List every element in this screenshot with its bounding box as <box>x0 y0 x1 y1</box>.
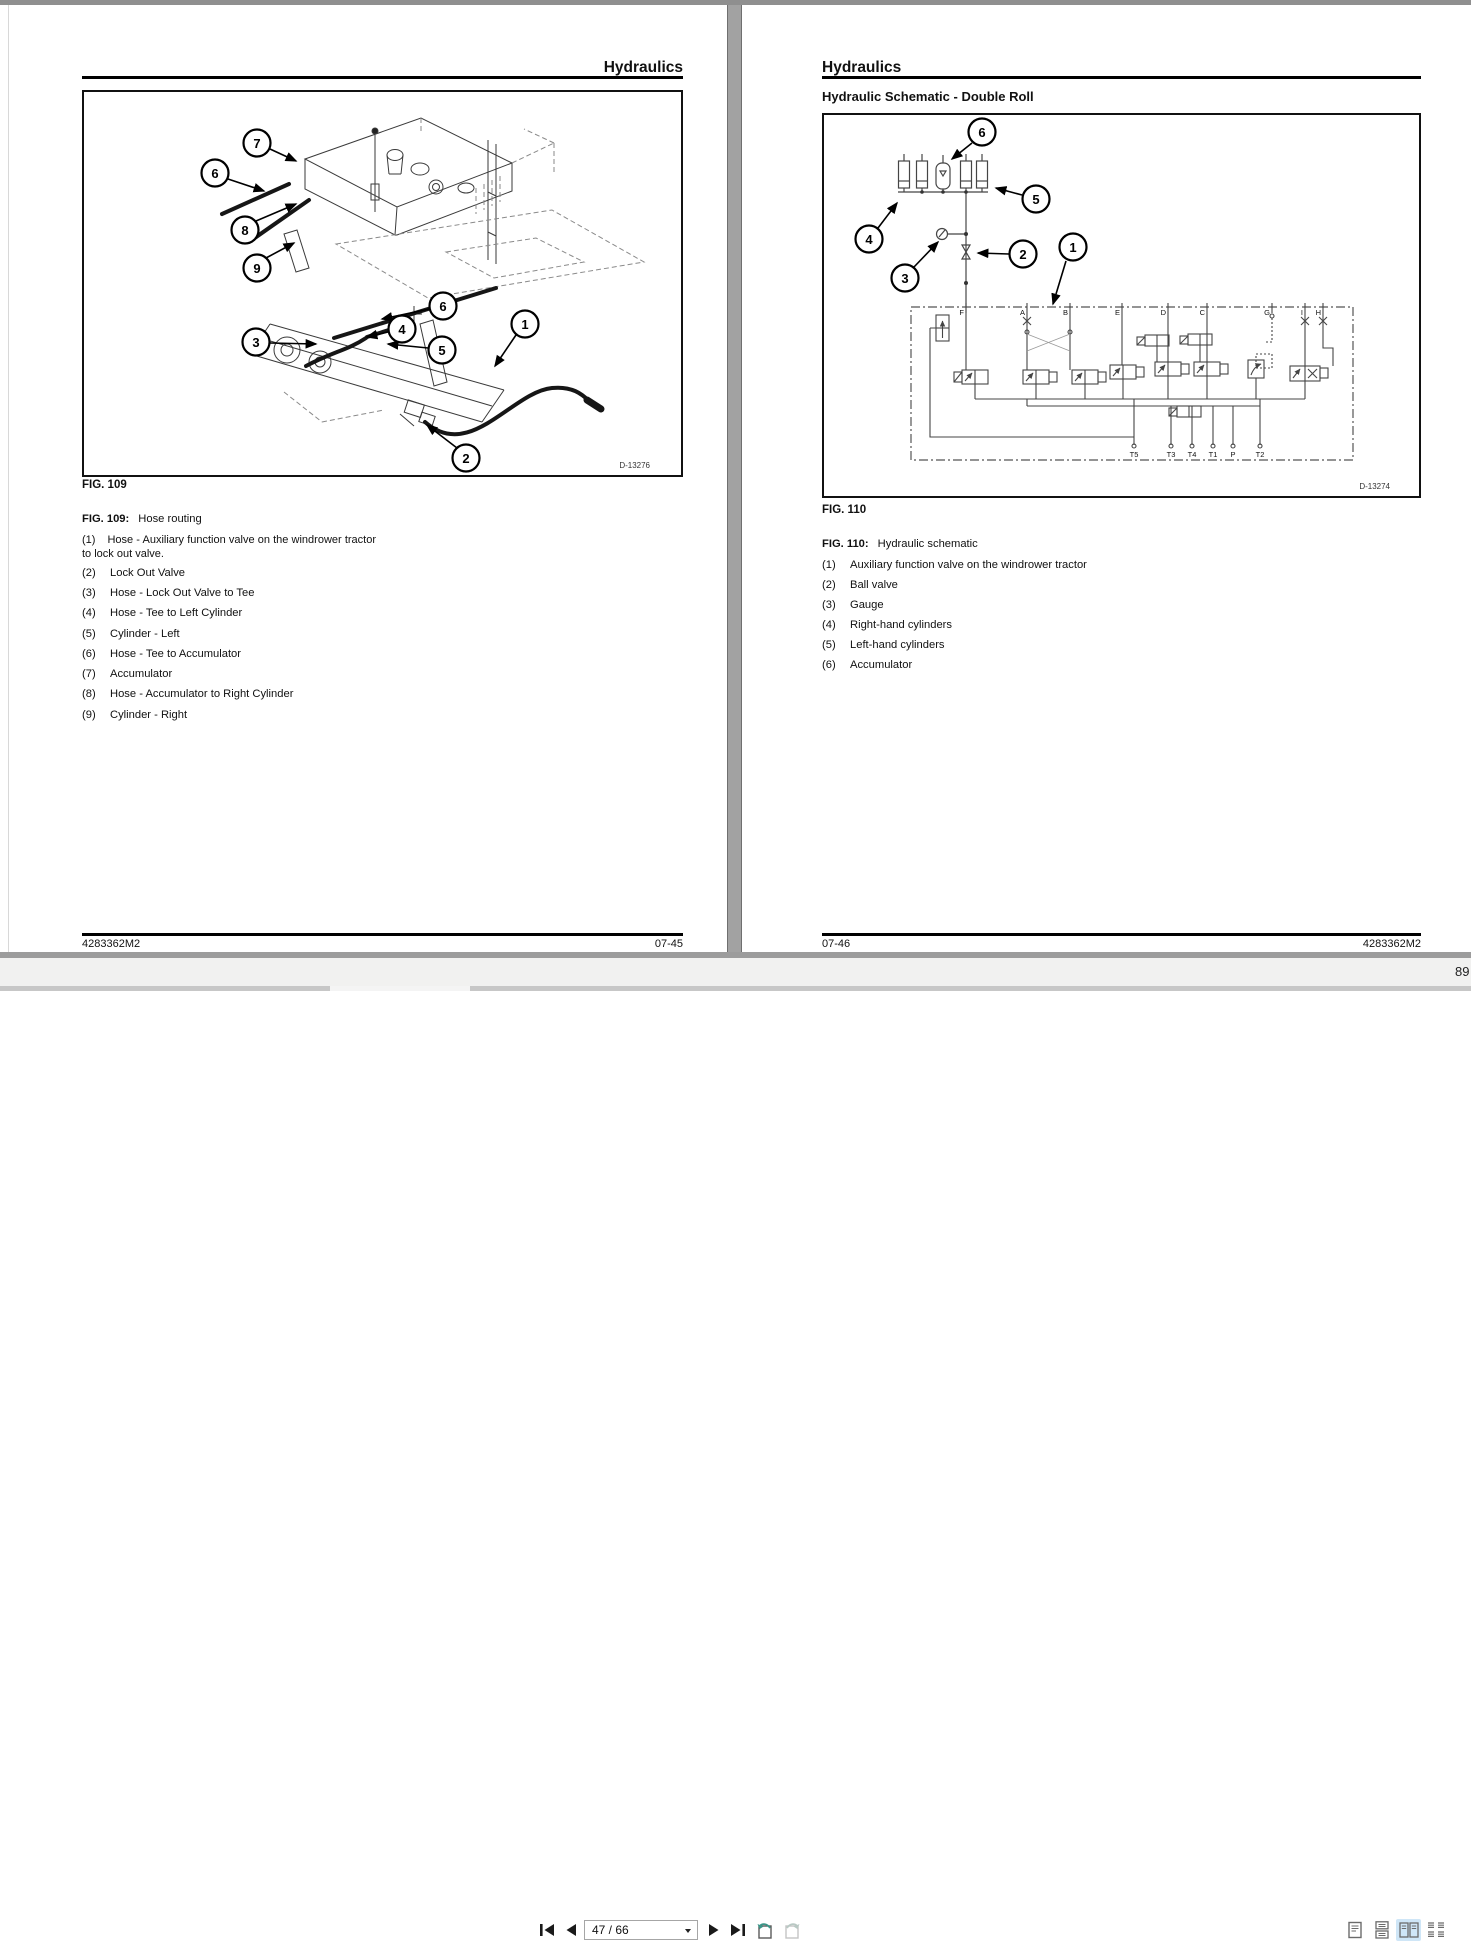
svg-text:F: F <box>959 308 964 317</box>
port-labels-bottom <box>1130 450 1265 459</box>
svg-text:7: 7 <box>253 136 261 151</box>
next-page-button[interactable] <box>703 1920 723 1940</box>
list-item: (2) Lock Out Valve <box>82 567 186 579</box>
svg-text:6: 6 <box>978 125 986 140</box>
figure-110 <box>822 113 1421 498</box>
last-page-icon <box>729 1924 746 1936</box>
caption-text: Hose routing <box>138 513 202 525</box>
directional-valve <box>1023 370 1057 384</box>
list-item: (1) Auxiliary function valve on the windrower tractor <box>822 559 1087 571</box>
gauge-symbol <box>937 229 967 240</box>
header-rule <box>822 76 1421 79</box>
first-page-icon <box>539 1924 556 1936</box>
left-hand-cylinders <box>899 154 928 188</box>
horizontal-scrollbar[interactable] <box>0 986 1471 991</box>
list-item: (6) Accumulator <box>822 659 913 671</box>
svg-text:9: 9 <box>253 261 261 276</box>
previous-view-button[interactable] <box>753 1920 777 1940</box>
directional-valve <box>954 370 988 384</box>
list-item: (2) Ball valve <box>822 579 898 591</box>
svg-text:6: 6 <box>439 299 447 314</box>
footer-doc-number: 4283362M2 <box>1362 938 1421 950</box>
scrollbar-thumb[interactable] <box>330 986 470 991</box>
single-page-view-icon <box>1346 1921 1364 1939</box>
svg-text:4: 4 <box>398 322 406 337</box>
relief-valve-symbol <box>936 315 949 341</box>
svg-text:T4: T4 <box>1187 450 1197 459</box>
zoom-level-label: 89 <box>1455 964 1470 979</box>
svg-text:8: 8 <box>241 223 249 238</box>
list-item: (5) Cylinder - Left <box>82 628 180 640</box>
page-left-edge <box>8 5 9 953</box>
combobox-caret-icon <box>685 1929 691 1933</box>
svg-text:3: 3 <box>252 335 260 350</box>
caption-text: Hydraulic schematic <box>877 538 978 550</box>
list-item: (3) Gauge <box>822 599 884 611</box>
svg-text:P: P <box>1230 450 1236 459</box>
svg-text:H: H <box>1315 308 1321 317</box>
item-text: Hose - Auxiliary function valve on the windrower tractor to lock out valve. <box>82 534 376 560</box>
list-item: (8) Hose - Accumulator to Right Cylinder <box>82 688 294 700</box>
svg-text:B: B <box>1062 308 1068 317</box>
footer-page-number: 07-45 <box>654 938 683 950</box>
list-item: (3) Hose - Lock Out Valve to Tee <box>82 587 255 599</box>
figure-109 <box>82 90 683 477</box>
continuous-view-button[interactable] <box>1369 1919 1394 1941</box>
item-number: (1) <box>82 534 96 546</box>
svg-text:6: 6 <box>211 166 219 181</box>
list-item: (7) Accumulator <box>82 668 173 680</box>
footer-page-number: 07-46 <box>822 938 851 950</box>
first-page-button[interactable] <box>537 1920 557 1940</box>
list-item: (6) Hose - Tee to Accumulator <box>82 648 241 660</box>
two-page-continuous-view-button[interactable] <box>1423 1919 1448 1941</box>
directional-valve <box>1290 366 1328 381</box>
page-indicator: 47 / 66 <box>592 1923 629 1937</box>
page-title: Hydraulics <box>822 59 902 76</box>
directional-valve <box>1155 362 1189 376</box>
last-page-button[interactable] <box>727 1920 747 1940</box>
pdf-toolbar <box>0 958 1471 1937</box>
figure-label: FIG. 110 <box>822 504 867 516</box>
figure-caption <box>82 513 202 525</box>
svg-text:T1: T1 <box>1208 450 1218 459</box>
single-page-view-button[interactable] <box>1342 1919 1367 1941</box>
list-item: (9) Cylinder - Right <box>82 709 188 721</box>
previous-page-button[interactable] <box>561 1920 581 1940</box>
svg-text:5: 5 <box>438 343 446 358</box>
svg-text:4: 4 <box>865 232 873 247</box>
svg-text:T3: T3 <box>1166 450 1176 459</box>
hydraulic-schematic <box>824 115 1419 496</box>
figure-label: FIG. 109 <box>82 479 127 491</box>
pilot-valve <box>1137 335 1169 346</box>
header-rule <box>82 76 683 79</box>
accumulator-symbol <box>936 155 950 189</box>
next-view-button[interactable] <box>780 1920 804 1940</box>
list-item: (5) Left-hand cylinders <box>822 639 945 651</box>
caption-label: FIG. 110: <box>822 538 869 550</box>
list-item: (4) Right-hand cylinders <box>822 619 952 631</box>
section-subheading: Hydraulic Schematic - Double Roll <box>822 89 1034 104</box>
svg-text:1: 1 <box>1069 240 1077 255</box>
svg-text:2: 2 <box>1019 247 1027 262</box>
svg-text:T5: T5 <box>1129 450 1139 459</box>
svg-text:A: A <box>1019 308 1025 317</box>
caption-label: FIG. 109: <box>82 513 130 525</box>
page-title: Hydraulics <box>603 59 683 76</box>
two-page-continuous-view-icon <box>1426 1921 1446 1939</box>
directional-valve <box>1072 370 1106 384</box>
directional-valve <box>1110 365 1144 379</box>
footer-doc-number: 4283362M2 <box>82 938 141 950</box>
svg-text:C: C <box>1199 308 1205 317</box>
page-divider <box>727 5 742 953</box>
directional-valve <box>1194 362 1228 376</box>
page-number-combobox[interactable] <box>584 1920 698 1940</box>
list-item <box>82 534 376 561</box>
next-view-icon <box>782 1922 802 1939</box>
list-item: (4) Hose - Tee to Left Cylinder <box>82 607 243 619</box>
compensator-valve <box>1248 354 1272 378</box>
svg-text:D: D <box>1160 308 1166 317</box>
svg-text:G: G <box>1264 308 1270 317</box>
previous-view-icon <box>755 1922 775 1939</box>
two-page-view-button[interactable] <box>1396 1919 1421 1941</box>
footer-rule <box>82 933 683 936</box>
two-page-view-icon <box>1399 1921 1419 1939</box>
drawing-code: D-13276 <box>619 461 650 470</box>
drawing-code: D-13274 <box>1359 482 1390 491</box>
hose-routing-diagram <box>84 92 681 475</box>
svg-text:1: 1 <box>521 317 529 332</box>
footer-rule <box>822 933 1421 936</box>
svg-text:T2: T2 <box>1255 450 1265 459</box>
figure-caption <box>822 538 978 550</box>
right-hand-cylinders <box>961 154 988 188</box>
pilot-valve <box>1169 406 1201 417</box>
continuous-view-icon <box>1373 1921 1391 1939</box>
previous-page-icon <box>565 1924 578 1936</box>
svg-text:E: E <box>1114 308 1120 317</box>
svg-text:I: I <box>1300 308 1303 317</box>
hose-1 <box>425 388 589 435</box>
svg-text:3: 3 <box>901 271 909 286</box>
svg-text:2: 2 <box>462 451 470 466</box>
next-page-icon <box>707 1924 720 1936</box>
svg-text:5: 5 <box>1032 192 1040 207</box>
port-labels-top <box>959 308 1321 317</box>
